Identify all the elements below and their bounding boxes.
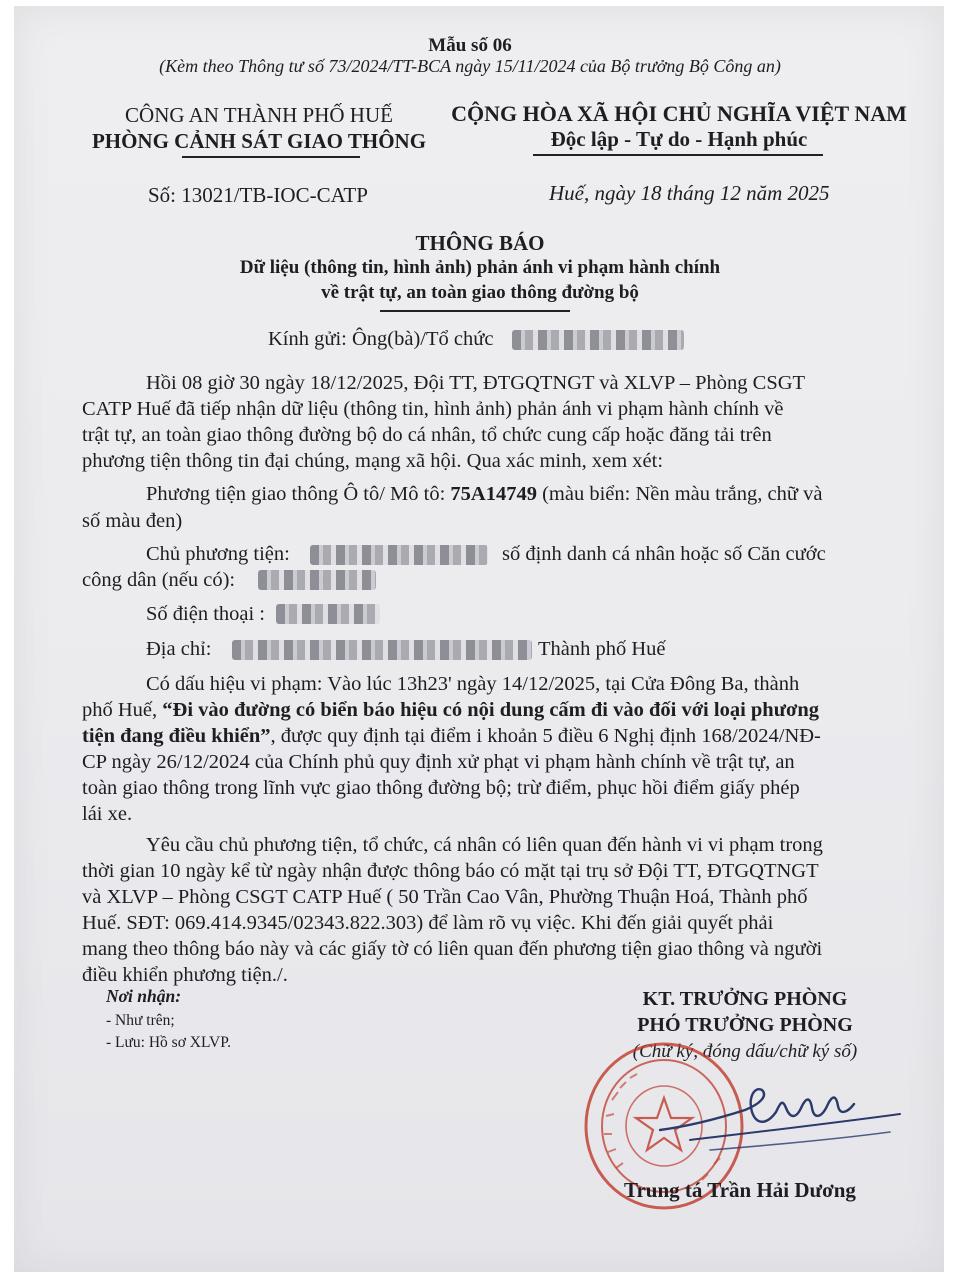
handwritten-signature (650, 1068, 910, 1158)
nation-title: CỘNG HÒA XÃ HỘI CHỦ NGHĨA VIỆT NAM (451, 101, 907, 126)
document-subject-line-1: Dữ liệu (thông tin, hình ảnh) phản ánh vi phạm hành chính (239, 257, 721, 278)
vehicle-line-2: số màu đen) (82, 510, 183, 532)
document-number: Số: 13021/TB-IOC-CATP (148, 183, 368, 207)
agency-underline (182, 156, 360, 158)
request-line: mang theo thông báo này và các giấy tờ có liên quan đến phương tiện giao thông và người (82, 938, 823, 960)
request-line: điều khiển phương tiện./. (82, 964, 288, 986)
violation-line (82, 697, 819, 724)
owner-id-label: công dân (nếu có): (82, 569, 236, 591)
intro-line: phương tiện thông tin đại chúng, mạng xã hội. Qua xác minh, xem xét: (82, 450, 664, 472)
request-line: Huế. SĐT: 069.414.9345/02343.822.303) để làm rõ vụ việc. Khi đến giải quyết phải (82, 912, 774, 934)
violation-description: “Đi vào đường có biển báo hiệu có nội dung cấm đi vào đối với loại phương (162, 699, 819, 721)
subject-underline (380, 310, 570, 312)
recipients-title: Nơi nhận: (106, 986, 182, 1006)
redacted-phone (276, 604, 380, 624)
addressee-label: Kính gửi: Ông(bà)/Tổ chức (268, 328, 494, 350)
agency-department: PHÒNG CẢNH SÁT GIAO THÔNG (91, 129, 427, 153)
signature-note: (Chữ ký, đóng dấu/chữ ký số) (632, 1041, 858, 1062)
recipient-item: - Như trên; (106, 1012, 175, 1029)
redacted-address (232, 640, 532, 660)
vehicle-line (146, 481, 822, 508)
phone-label: Số điện thoại : (146, 603, 266, 625)
violation-line: CP ngày 26/12/2024 của Chính phủ quy định xử phạt vi phạm hành chính về trật tự, an (82, 751, 795, 773)
intro-line: trật tự, an toàn giao thông đường bộ do cá nhân, tổ chức cung cấp hoặc đăng tải trên (82, 424, 772, 446)
violation-line: lái xe. (82, 803, 133, 825)
motto-underline (533, 154, 823, 156)
owner-id-text: số định danh cá nhân hoặc số Căn cước (502, 543, 826, 565)
owner-label: Chủ phương tiện: (146, 543, 290, 565)
document-subject-line-2: về trật tự, an toàn giao thông đường bộ (321, 282, 639, 303)
violation-location: phố Huế, (82, 699, 163, 721)
vehicle-prefix: Phương tiện giao thông Ô tô/ Mô tô: (146, 483, 451, 505)
signer-name: Trung tá Trần Hải Dương (624, 1178, 856, 1202)
signature-authority: KT. TRƯỞNG PHÒNG (642, 988, 848, 1010)
redacted-id-number (258, 570, 376, 590)
form-number: Mẫu số 06 (428, 35, 512, 56)
vehicle-suffix: (màu biển: Nền màu trắng, chữ và (536, 483, 823, 505)
license-plate: 75A14749 (450, 483, 537, 505)
national-motto: Độc lập - Tự do - Hạnh phúc (550, 127, 808, 151)
signature-position: PHÓ TRƯỞNG PHÒNG (637, 1014, 853, 1036)
redacted-addressee (512, 330, 684, 350)
recipient-item: - Lưu: Hồ sơ XLVP. (106, 1034, 231, 1051)
address-city: Thành phố Huế (538, 638, 666, 660)
violation-line: toàn giao thông trong lĩnh vực giao thông đường bộ; trừ điểm, phục hồi điểm giấy phép (82, 777, 800, 799)
violation-line: Có dấu hiệu vi phạm: Vào lúc 13h23' ngày 14/12/2025, tại Cửa Đông Ba, thành (146, 673, 800, 695)
agency-parent: CÔNG AN THÀNH PHỐ HUẾ (125, 103, 393, 127)
address-label: Địa chỉ: (146, 638, 212, 660)
request-line: và XLVP – Phòng CSGT CATP Huế ( 50 Trần Cao Vân, Phường Thuận Hoá, Thành phố (82, 886, 808, 908)
intro-line: CATP Huế đã tiếp nhận dữ liệu (thông tin, hình ảnh) phản ánh vi phạm hành chính về (82, 398, 784, 420)
document-title: THÔNG BÁO (415, 231, 545, 255)
place-date: Huế, ngày 18 tháng 12 năm 2025 (549, 181, 830, 205)
violation-legal-basis: , được quy định tại điểm i khoản 5 điều 6 Nghị định 168/2024/NĐ- (270, 725, 821, 747)
request-line: thời gian 10 ngày kể từ ngày nhận được thông báo có mặt tại trụ sở Đội TT, ĐTGQTNGT (82, 860, 819, 882)
redacted-owner-name (310, 545, 488, 565)
form-reference: (Kèm theo Thông tư số 73/2024/TT-BCA ngày 15/11/2024 của Bộ trưởng Bộ Công an) (159, 56, 781, 76)
violation-line (82, 723, 821, 750)
intro-line: Hồi 08 giờ 30 ngày 18/12/2025, Đội TT, ĐTGQTNGT và XLVP – Phòng CSGT (146, 372, 806, 394)
request-line: Yêu cầu chủ phương tiện, tổ chức, cá nhân có liên quan đến hành vi vi phạm trong (146, 834, 823, 856)
violation-description-end: tiện đang điều khiển” (82, 725, 271, 747)
